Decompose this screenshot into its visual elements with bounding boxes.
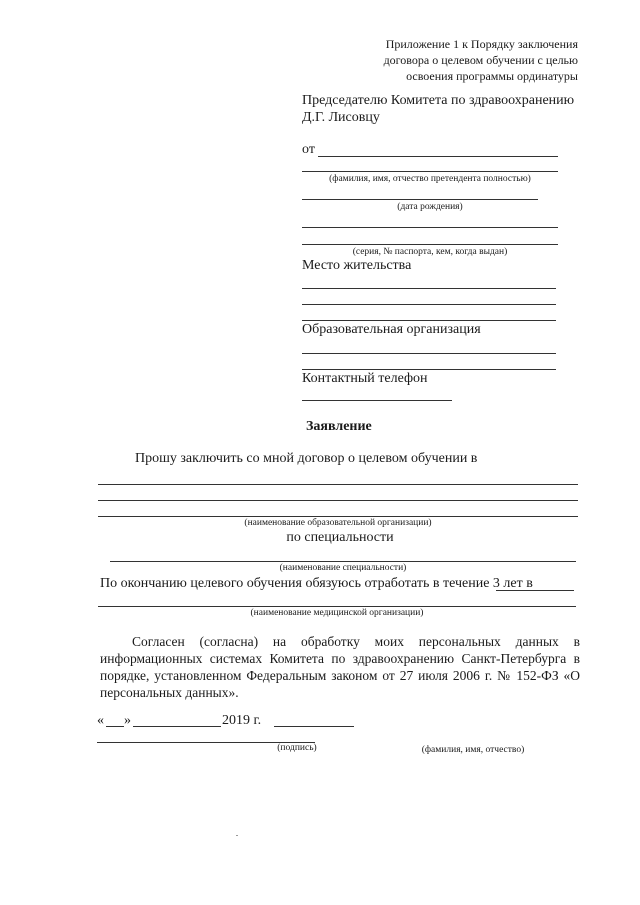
name-line-2[interactable] <box>302 171 558 172</box>
signature-caption: (подпись) <box>277 743 317 753</box>
appendix-line-1: Приложение 1 к Порядку заключения <box>385 37 578 51</box>
phone-label: Контактный телефон <box>302 371 428 386</box>
birth-date-line[interactable] <box>302 199 538 200</box>
fullname-caption: (фамилия, имя, отчество) <box>421 745 525 755</box>
appendix-line-3: освоения программы ординатуры <box>406 69 578 83</box>
date-quote-close: » <box>124 713 131 728</box>
date-month-line[interactable] <box>133 726 221 727</box>
date-year: 2019 г. <box>222 713 262 728</box>
education-label: Образовательная организация <box>302 322 481 337</box>
passport-line-1[interactable] <box>302 227 558 228</box>
name-caption: (фамилия, имя, отчество претендента полностью) <box>329 174 531 184</box>
addressee-block <box>302 92 574 126</box>
consent-text: Согласен (согласна) на обработку моих персональных данных в информационных системах Комитета по здравоохранению Санкт-Петербурга в порядке, установленном Федеральным законом от 27 июля 2006 г. № 152-ФЗ «О персональных данных». <box>100 634 580 700</box>
org-line-3[interactable] <box>98 516 578 517</box>
med-org-line[interactable] <box>98 606 576 607</box>
from-label: от <box>302 142 315 157</box>
specialty-caption: (наименование специальности) <box>279 563 407 573</box>
date-quote-open: « <box>97 713 104 728</box>
specialty-label: по специальности <box>286 530 394 545</box>
passport-caption: (серия, № паспорта, кем, когда выдан) <box>352 247 508 257</box>
scan-speck <box>236 835 238 836</box>
residence-line-3[interactable] <box>302 320 556 321</box>
date-day-line[interactable] <box>106 726 124 727</box>
org-line-2[interactable] <box>98 500 578 501</box>
residence-label: Место жительства <box>302 258 412 273</box>
med-org-caption: (наименование медицинской организации) <box>250 608 424 618</box>
obligation-short-line[interactable] <box>496 590 574 591</box>
from-name-line[interactable] <box>318 156 558 157</box>
obligation-text: По окончанию целевого обучения обязуюсь отработать в течение 3 лет в <box>100 576 533 591</box>
org-caption: (наименование образовательной организации) <box>244 518 432 528</box>
appendix-header <box>384 36 578 84</box>
date-extra-line[interactable] <box>274 726 354 727</box>
passport-line-2[interactable] <box>302 244 558 245</box>
org-line-1[interactable] <box>98 484 578 485</box>
residence-line-1[interactable] <box>302 288 556 289</box>
appendix-line-2: договора о целевом обучении с целью <box>383 53 578 67</box>
phone-line[interactable] <box>302 400 452 401</box>
birth-date-caption: (дата рождения) <box>397 202 463 212</box>
education-line-2[interactable] <box>302 369 556 370</box>
residence-line-2[interactable] <box>302 304 556 305</box>
statement-title: Заявление <box>306 419 372 434</box>
specialty-line[interactable] <box>110 561 576 562</box>
addressee-line-2: Д.Г. Лисовцу <box>302 110 380 125</box>
addressee-line-1: Председателю Комитета по здравоохранению <box>302 93 575 108</box>
request-text: Прошу заключить со мной договор о целевом обучении в <box>135 451 478 466</box>
education-line-1[interactable] <box>302 353 556 354</box>
